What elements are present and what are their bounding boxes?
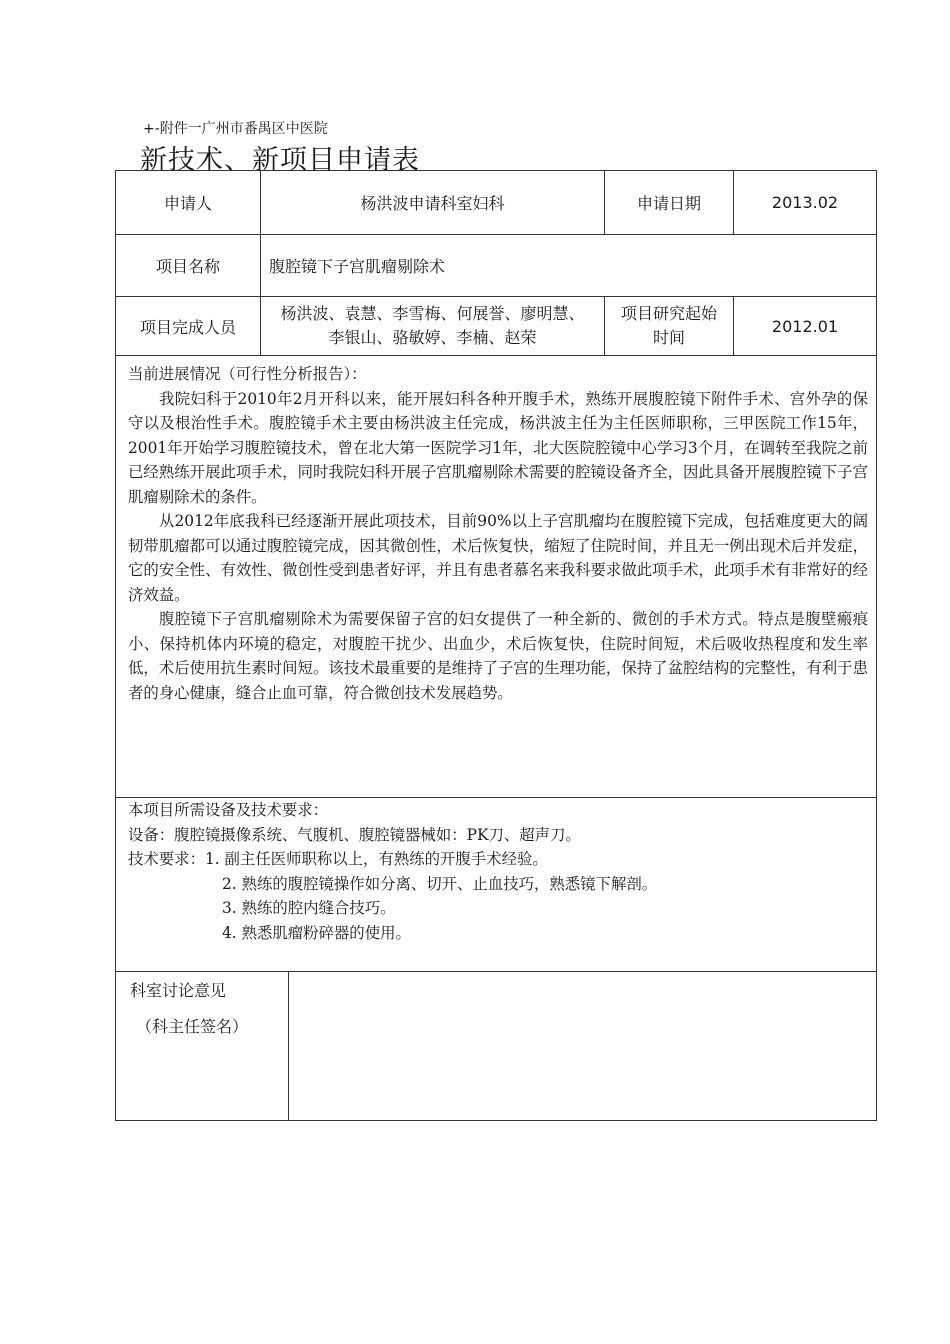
members-line-2: 李银山、骆敏婷、李楠、赵荣 bbox=[328, 328, 537, 347]
start-time-label-line-1: 项目研究起始 bbox=[620, 304, 717, 323]
members-label: 项目完成人员 bbox=[116, 297, 261, 356]
members-field[interactable] bbox=[261, 297, 605, 356]
director-sign-label: （科主任签名） bbox=[136, 1017, 249, 1036]
start-time-label bbox=[605, 297, 734, 356]
apply-date-field[interactable]: 2013.02 bbox=[734, 171, 876, 235]
members-line-1: 杨洪波、袁慧、李雪梅、何展誉、廖明慧、 bbox=[280, 304, 585, 323]
applicant-label: 申请人 bbox=[116, 171, 261, 235]
discussion-label: 科室讨论意见 bbox=[130, 981, 227, 1000]
progress-paragraph-1: 我院妇科于2010年2月开科以来，能开展妇科各种开腹手术，熟练开展腹腔镜下附件手术、宫外孕的保守以及根治性手术。腹腔镜手术主要由杨洪波主任完成，杨洪波主任为主任医师职称，三甲医院工作15年，2001年开始学习腹腔镜技术，曾在北大第一医院学习1年，北大医院腔镜中心学习3个月，在调转至我院之前已经熟练开展此项手术，同时我院妇科开展子宫肌瘤剔除术需要的腔镜设备齐全，因此具备开展腹腔镜下子宫肌瘤剔除术的条件。 bbox=[128, 389, 868, 506]
progress-paragraph-3: 腹腔镜下子宫肌瘤剔除术为需要保留子宫的妇女提供了一种全新的、微创的手术方式。特点是腹壁瘢痕小、保持机体内环境的稳定，对腹腔干扰少、出血少，术后恢复快，住院时间短，术后吸收热程度和发生率低，术后使用抗生素时间短。该技术最重要的是维持了子宫的生理功能，保持了盆腔结构的完整性，有利于患者的身心健康，缝合止血可靠，符合微创技术发展趋势。 bbox=[128, 610, 868, 702]
project-name-field[interactable]: 腹腔镜下子宫肌瘤剔除术 bbox=[261, 235, 876, 297]
discussion-label-cell bbox=[116, 972, 289, 1120]
applicant-dept-field[interactable]: 杨洪波申请科室妇科 bbox=[261, 171, 605, 235]
requirement-item-2: 2. 熟练的腹腔镜操作如分离、切开、止血技巧，熟悉镜下解剖。 bbox=[222, 874, 658, 893]
requirements-heading: 本项目所需设备及技术要求： bbox=[128, 801, 329, 819]
requirement-item-1: 1. 副主任医师职称以上，有熟练的开腹手术经验。 bbox=[204, 850, 548, 868]
start-time-label-line-2: 时间 bbox=[652, 328, 685, 347]
discussion-field[interactable] bbox=[289, 972, 876, 1120]
tech-requirements-label: 技术要求： bbox=[128, 850, 205, 868]
project-name-label: 项目名称 bbox=[116, 235, 261, 297]
equipment-line: 设备：腹腔镜摄像系统、气腹机、腹腔镜器械如：PK刀、超声刀。 bbox=[128, 825, 581, 844]
attachment-line: +-附件一广州市番禺区中医院 bbox=[143, 121, 328, 137]
progress-paragraph-2: 从2012年底我科已经逐渐开展此项技术，目前90%以上子宫肌瘤均在腹腔镜下完成，包括难度更大的阔韧带肌瘤都可以通过腹腔镜完成，因其微创性，术后恢复快，缩短了住院时间，并且无一例出现术后并发症，它的安全性、有效性、微创性受到患者好评，并且有患者慕名来我科要求做此项手术，此项手术有非常好的经济效益。 bbox=[128, 512, 868, 604]
progress-section bbox=[116, 356, 876, 798]
requirements-section bbox=[116, 798, 876, 972]
start-time-field[interactable]: 2012.01 bbox=[734, 297, 876, 356]
application-form bbox=[115, 170, 877, 1121]
requirement-item-4: 4. 熟悉肌瘤粉碎器的使用。 bbox=[222, 923, 411, 942]
form-title: 新技术、新项目申请表 bbox=[140, 145, 420, 176]
requirement-item-3: 3. 熟练的腔内缝合技巧。 bbox=[222, 899, 396, 917]
progress-heading: 当前进展情况（可行性分析报告）： bbox=[128, 365, 367, 383]
apply-date-label: 申请日期 bbox=[605, 171, 734, 235]
